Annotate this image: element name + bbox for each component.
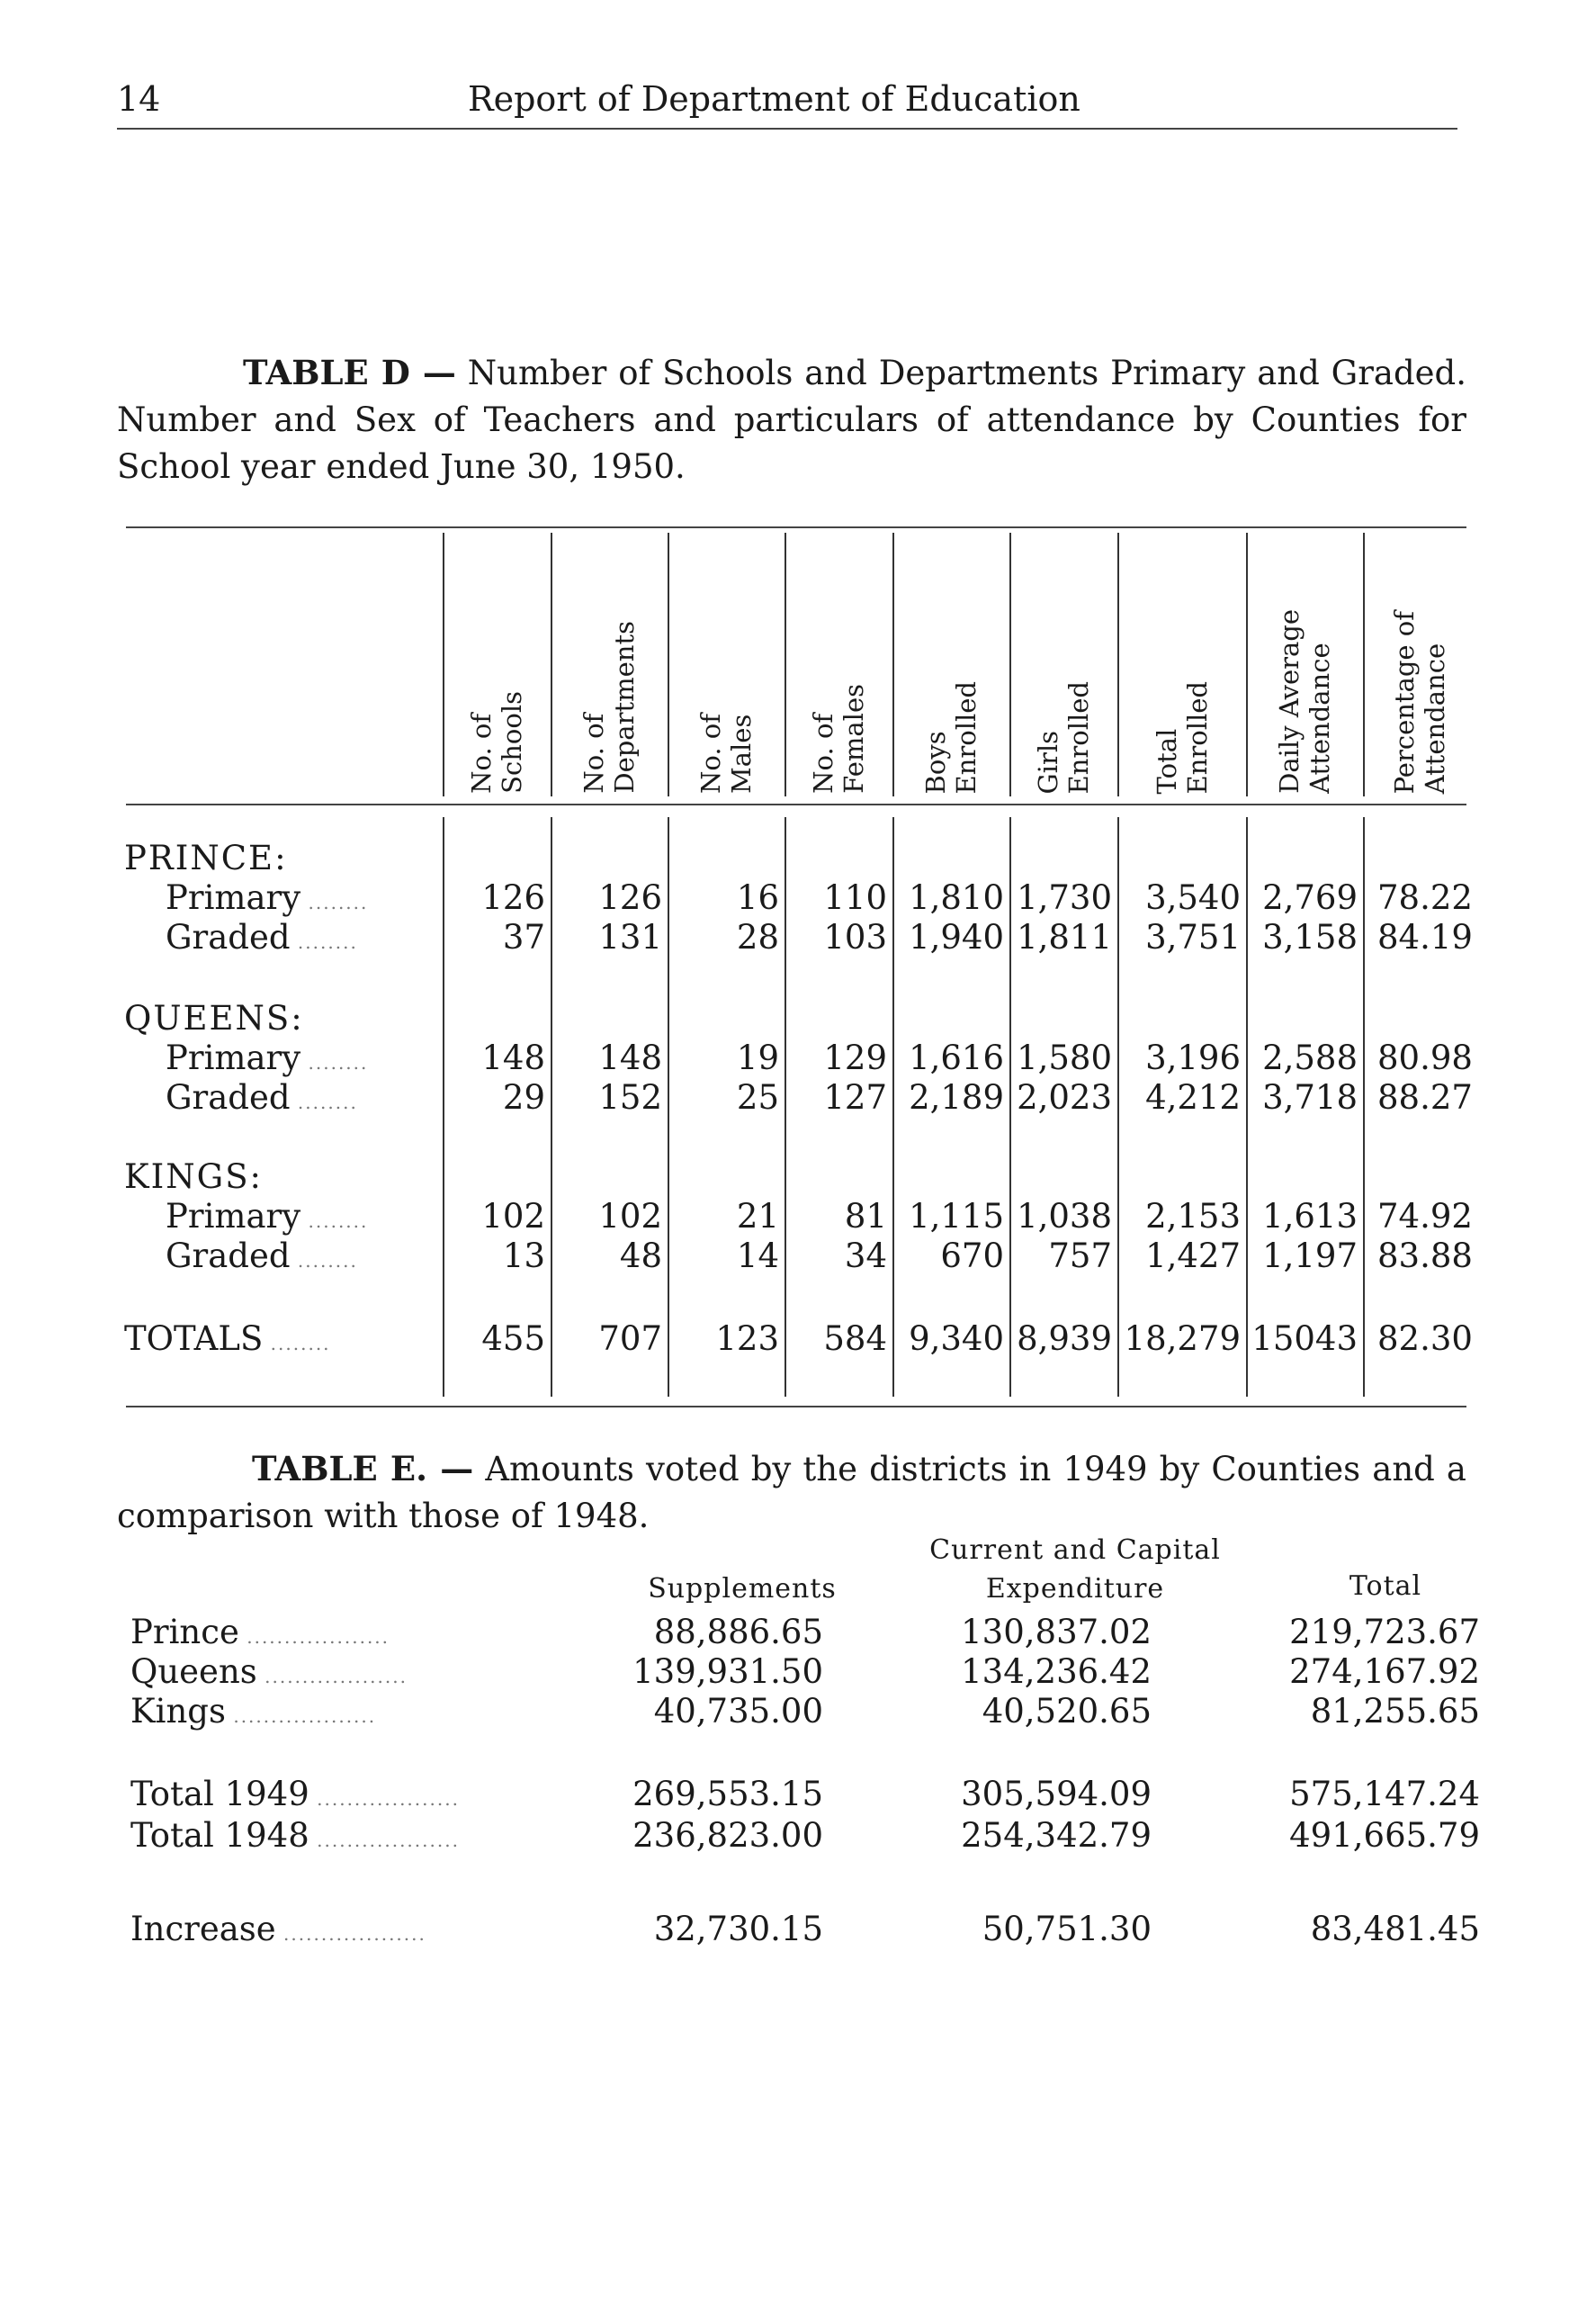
table-d-cell: 83.88 (1377, 1236, 1473, 1275)
table-e-row-label (130, 1910, 508, 1948)
table-d-cell: 48 (619, 1236, 662, 1275)
table-d-cell: 2,588 (1262, 1039, 1358, 1077)
table-d-cell: 123 (715, 1319, 779, 1358)
table-d-column-header (1246, 533, 1363, 794)
table-d-cell: 1,580 (1017, 1039, 1112, 1077)
leader-dots: ........ (290, 1092, 358, 1113)
table-d-cell: 1,810 (909, 878, 1004, 917)
table-d-cell: 25 (736, 1078, 779, 1117)
table-d-cell: 131 (598, 918, 662, 957)
table-d-totals-label (124, 1319, 439, 1358)
table-d-county-heading: QUEENS: (124, 999, 304, 1038)
table-d-row-label-text: Primary (166, 1039, 301, 1077)
leader-dots: ................... (309, 1830, 460, 1851)
table-d-cell: 29 (502, 1078, 545, 1117)
table-e-cell: 575,147.24 (1289, 1775, 1480, 1813)
table-d-cell: 84.19 (1377, 918, 1473, 957)
table-d-cell: 81 (844, 1197, 887, 1236)
table-d-column-header (1009, 533, 1117, 794)
table-d-cell: 707 (598, 1319, 662, 1358)
table-d-cell: 2,153 (1145, 1197, 1241, 1236)
table-e-cell: 40,520.65 (982, 1692, 1152, 1731)
table-e-header-supplements: Supplements (648, 1573, 837, 1605)
leader-dots: ................... (225, 1705, 377, 1727)
table-d-caption (117, 349, 1466, 490)
table-d-cell: 126 (598, 878, 662, 917)
table-d-cell: 3,718 (1262, 1078, 1358, 1117)
leader-dots: ................... (309, 1788, 460, 1810)
table-d-cell: 2,769 (1262, 878, 1358, 917)
table-d-cell: 15043 (1251, 1319, 1358, 1358)
table-d-column-header (892, 533, 1009, 794)
table-d-bottom-rule (126, 1406, 1466, 1407)
table-d-column-header-text: No. of Males (695, 714, 757, 794)
table-e-caption (117, 1445, 1466, 1540)
table-d-cell: 18,279 (1124, 1319, 1241, 1358)
table-d-row-label-text: Graded (166, 1078, 291, 1117)
table-d-cell: 1,038 (1017, 1197, 1112, 1236)
table-d-column-header-text: No. of Departments (578, 621, 640, 794)
table-d-label: TABLE D — (243, 353, 456, 392)
table-d-cell: 103 (823, 918, 887, 957)
table-d-cell: 16 (736, 878, 779, 917)
table-d-cell: 8,939 (1017, 1319, 1112, 1358)
table-d-cell: 34 (844, 1236, 887, 1275)
table-d-row-label-text: Graded (166, 1236, 291, 1275)
leader-dots: ........ (263, 1333, 331, 1354)
table-e-cell: 81,255.65 (1310, 1692, 1480, 1731)
table-e-row-label-text: Total 1949 (130, 1775, 309, 1813)
table-d-column-header-text: Total Enrolled (1151, 680, 1213, 794)
table-d-cell: 670 (940, 1236, 1004, 1275)
table-d-cell: 1,613 (1262, 1197, 1358, 1236)
table-d-cell: 1,616 (909, 1039, 1004, 1077)
table-d-cell: 2,023 (1017, 1078, 1112, 1117)
table-d-cell: 13 (502, 1236, 545, 1275)
table-e-cell: 274,167.92 (1289, 1652, 1480, 1691)
table-d-column-header-text: Percentage of Attendance (1388, 610, 1450, 794)
table-e-row-label-text: Total 1948 (130, 1816, 309, 1855)
table-d-cell: 3,540 (1145, 878, 1241, 917)
table-e-cell: 32,730.15 (653, 1910, 823, 1948)
table-d-column-header (668, 533, 785, 794)
table-d-cell: 1,197 (1262, 1236, 1358, 1275)
table-e-row-label (130, 1775, 508, 1813)
table-d-cell: 19 (736, 1039, 779, 1077)
table-d-column-header (443, 533, 551, 794)
table-e-row-label (130, 1816, 508, 1855)
table-e-cell: 305,594.09 (961, 1775, 1152, 1813)
table-d-cell: 1,811 (1017, 918, 1112, 957)
table-e-cell: 236,823.00 (632, 1816, 823, 1855)
table-d-cell: 82.30 (1377, 1319, 1473, 1358)
table-d-cell: 80.98 (1377, 1039, 1473, 1077)
table-d-cell: 110 (823, 878, 887, 917)
table-d-column-header-text: No. of Schools (466, 691, 527, 794)
table-d-caption-text: Number of Schools and Departments Primary and Graded. Number and Sex of Teachers and particulars of attendance by Counties for School year ended June 30, 1950. (117, 354, 1466, 486)
table-d-county-heading: KINGS: (124, 1157, 264, 1196)
table-e-header-current-capital-line2: Expenditure (985, 1573, 1165, 1605)
table-d-column-header-text: Boys Enrolled (920, 680, 982, 794)
table-e-cell: 88,886.65 (653, 1613, 823, 1651)
table-d-column-header-text: Girls Enrolled (1033, 680, 1094, 794)
table-d-column-rule (1363, 817, 1365, 1397)
table-e-cell: 130,837.02 (961, 1613, 1152, 1651)
page-header (117, 76, 1457, 130)
table-e-label: TABLE E. — (252, 1449, 474, 1488)
leader-dots: ........ (300, 1052, 369, 1074)
table-d-cell: 152 (598, 1078, 662, 1117)
table-e-caption-text: Amounts voted by the districts in 1949 by Counties and a comparison with those of 1948. (117, 1450, 1466, 1535)
table-d-row-label-text: Primary (166, 878, 301, 917)
table-d-cell: 148 (481, 1039, 545, 1077)
table-e-cell: 269,553.15 (632, 1775, 823, 1813)
table-e-cell: 134,236.42 (961, 1652, 1152, 1691)
leader-dots: ................... (256, 1666, 408, 1687)
table-d-column-header (1117, 533, 1246, 794)
table-d-cell: 2,189 (909, 1078, 1004, 1117)
leader-dots: ........ (290, 1250, 358, 1272)
table-e-header-current-capital-line1: Current and Capital (929, 1534, 1221, 1566)
page-number: 14 (117, 79, 161, 119)
table-d-row-label-text: Graded (166, 918, 291, 957)
table-d-top-rule (126, 526, 1466, 528)
table-d-cell: 28 (736, 918, 779, 957)
table-d-cell: 1,940 (909, 918, 1004, 957)
leader-dots: ........ (300, 892, 369, 913)
table-e-row-label-text: Increase (130, 1910, 276, 1948)
table-e-cell: 491,665.79 (1289, 1816, 1480, 1855)
table-e-row-label-text: Kings (130, 1692, 226, 1731)
table-e-cell: 83,481.45 (1310, 1910, 1480, 1948)
table-d-cell: 1,730 (1017, 878, 1112, 917)
leader-dots: ........ (290, 931, 358, 953)
running-head: Report of Department of Education (468, 79, 1080, 119)
table-e-cell: 50,751.30 (982, 1910, 1152, 1948)
table-d-cell: 102 (481, 1197, 545, 1236)
table-d-cell: 126 (481, 878, 545, 917)
table-d-cell: 102 (598, 1197, 662, 1236)
table-d-cell: 3,751 (1145, 918, 1241, 957)
table-e-header-total: Total (1349, 1570, 1422, 1602)
table-d-cell: 4,212 (1145, 1078, 1241, 1117)
leader-dots: ................... (238, 1626, 390, 1648)
table-d-column-header (1363, 533, 1475, 794)
table-d-header-rule (126, 804, 1466, 805)
table-d-cell: 455 (481, 1319, 545, 1358)
table-d-cell: 129 (823, 1039, 887, 1077)
table-d-cell: 37 (502, 918, 545, 957)
table-e-row-label-text: Queens (130, 1652, 257, 1691)
table-d-cell: 14 (736, 1236, 779, 1275)
table-d-column-header (785, 533, 892, 794)
table-e-cell: 219,723.67 (1289, 1613, 1480, 1651)
table-e-row-label-text: Prince (130, 1613, 239, 1651)
table-d-totals-label-text: TOTALS (124, 1319, 264, 1358)
table-d-cell: 1,115 (909, 1197, 1004, 1236)
table-e-cell: 139,931.50 (632, 1652, 823, 1691)
table-d-cell: 74.92 (1377, 1197, 1473, 1236)
table-d-cell: 148 (598, 1039, 662, 1077)
table-e-row-label (130, 1692, 508, 1731)
leader-dots: ................... (275, 1923, 426, 1945)
table-d-cell: 21 (736, 1197, 779, 1236)
table-d-column-header (551, 533, 668, 794)
table-e-cell: 254,342.79 (961, 1816, 1152, 1855)
leader-dots: ........ (300, 1210, 369, 1232)
table-d-cell: 1,427 (1145, 1236, 1241, 1275)
table-d-cell: 584 (823, 1319, 887, 1358)
table-e-row-label (130, 1613, 508, 1651)
table-d-cell: 3,158 (1262, 918, 1358, 957)
table-e-row-label (130, 1652, 508, 1691)
table-d-cell: 3,196 (1145, 1039, 1241, 1077)
table-e-cell: 40,735.00 (653, 1692, 823, 1731)
table-d-cell: 78.22 (1377, 878, 1473, 917)
table-d-cell: 88.27 (1377, 1078, 1473, 1117)
table-d-county-heading: PRINCE: (124, 839, 288, 877)
table-d-cell: 127 (823, 1078, 887, 1117)
table-d-column-header-text: Daily Average Attendance (1274, 609, 1335, 794)
table-d-cell: 9,340 (909, 1319, 1004, 1358)
table-d-row-label-text: Primary (166, 1197, 301, 1236)
table-d-cell: 757 (1048, 1236, 1112, 1275)
table-d-column-header-text: No. of Females (808, 684, 869, 794)
